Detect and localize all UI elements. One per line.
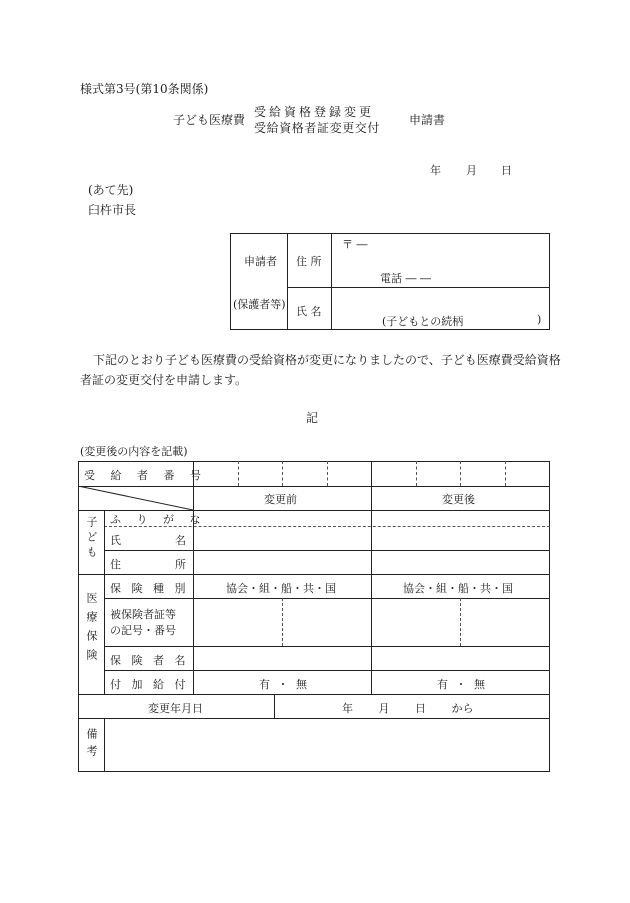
form-number: 様式第3号(第10条関係) <box>80 82 209 96</box>
body-text-line1: 下記のとおり子ども医療費の受給資格が変更になりましたので、子ども医療費受給資格 <box>93 353 561 367</box>
date-year: 年 <box>430 164 441 177</box>
address-row-label: 住 所 <box>110 558 186 571</box>
change-date-value: 年 月 日 から <box>342 702 474 715</box>
title-line2: 受給資格者証変更交付 <box>254 121 381 135</box>
before-header: 変更前 <box>264 493 297 506</box>
date-day: 日 <box>501 164 512 177</box>
title-line1: 受給資格登録変更 <box>254 105 375 119</box>
ki-label: 記 <box>306 411 319 425</box>
relation-label: (子どもとの続柄 <box>382 315 464 328</box>
date-month: 月 <box>466 164 477 177</box>
additional-benefit-label: 付 加 給 付 <box>110 678 189 691</box>
applicant-label: 申請者 <box>244 255 277 268</box>
guardian-label: (保護者等) <box>233 298 286 311</box>
yes-no-before: 有 ・ 無 <box>259 678 309 691</box>
body-text-line2: 者証の変更交付を申請します。 <box>80 373 248 387</box>
insurance-type-label: 保 険 種 別 <box>110 582 189 595</box>
insurer-name-label: 保 険 者 名 <box>110 654 189 667</box>
table-caption: (変更後の内容を記載) <box>80 445 188 458</box>
child-group-label: 子ども <box>85 516 98 561</box>
addressee: 臼杵市長 <box>88 203 137 217</box>
title-suffix: 申請書 <box>409 113 446 127</box>
title-prefix: 子ども医療費 <box>173 113 246 127</box>
furigana-label: ふ り が な <box>110 513 207 526</box>
insurance-group-label: 医療保険 <box>85 592 98 668</box>
name-label: 氏 名 <box>296 305 322 318</box>
remarks-label: 備考 <box>85 728 98 762</box>
name-row-label: 氏 名 <box>110 534 186 547</box>
relation-close: ) <box>537 313 542 326</box>
postal-mark: 〒 ― <box>342 238 368 251</box>
insured-number-label-line2: の記号・番号 <box>110 624 176 637</box>
diagonal-header-cell <box>78 486 194 510</box>
recipient-number-label: 受 給 者 番 号 <box>84 469 207 482</box>
addressee-label: (あて先) <box>88 183 134 197</box>
change-date-label: 変更年月日 <box>148 702 203 715</box>
address-label: 住 所 <box>296 255 322 268</box>
phone-label: 電話 ― ― <box>380 272 431 285</box>
insured-number-label-line1: 被保険者証等 <box>110 608 176 621</box>
yes-no-after: 有 ・ 無 <box>437 678 487 691</box>
insurance-options-after: 協会・組・船・共・国 <box>403 582 513 595</box>
after-header: 変更後 <box>442 493 475 506</box>
insurance-options-before: 協会・組・船・共・国 <box>226 582 336 595</box>
